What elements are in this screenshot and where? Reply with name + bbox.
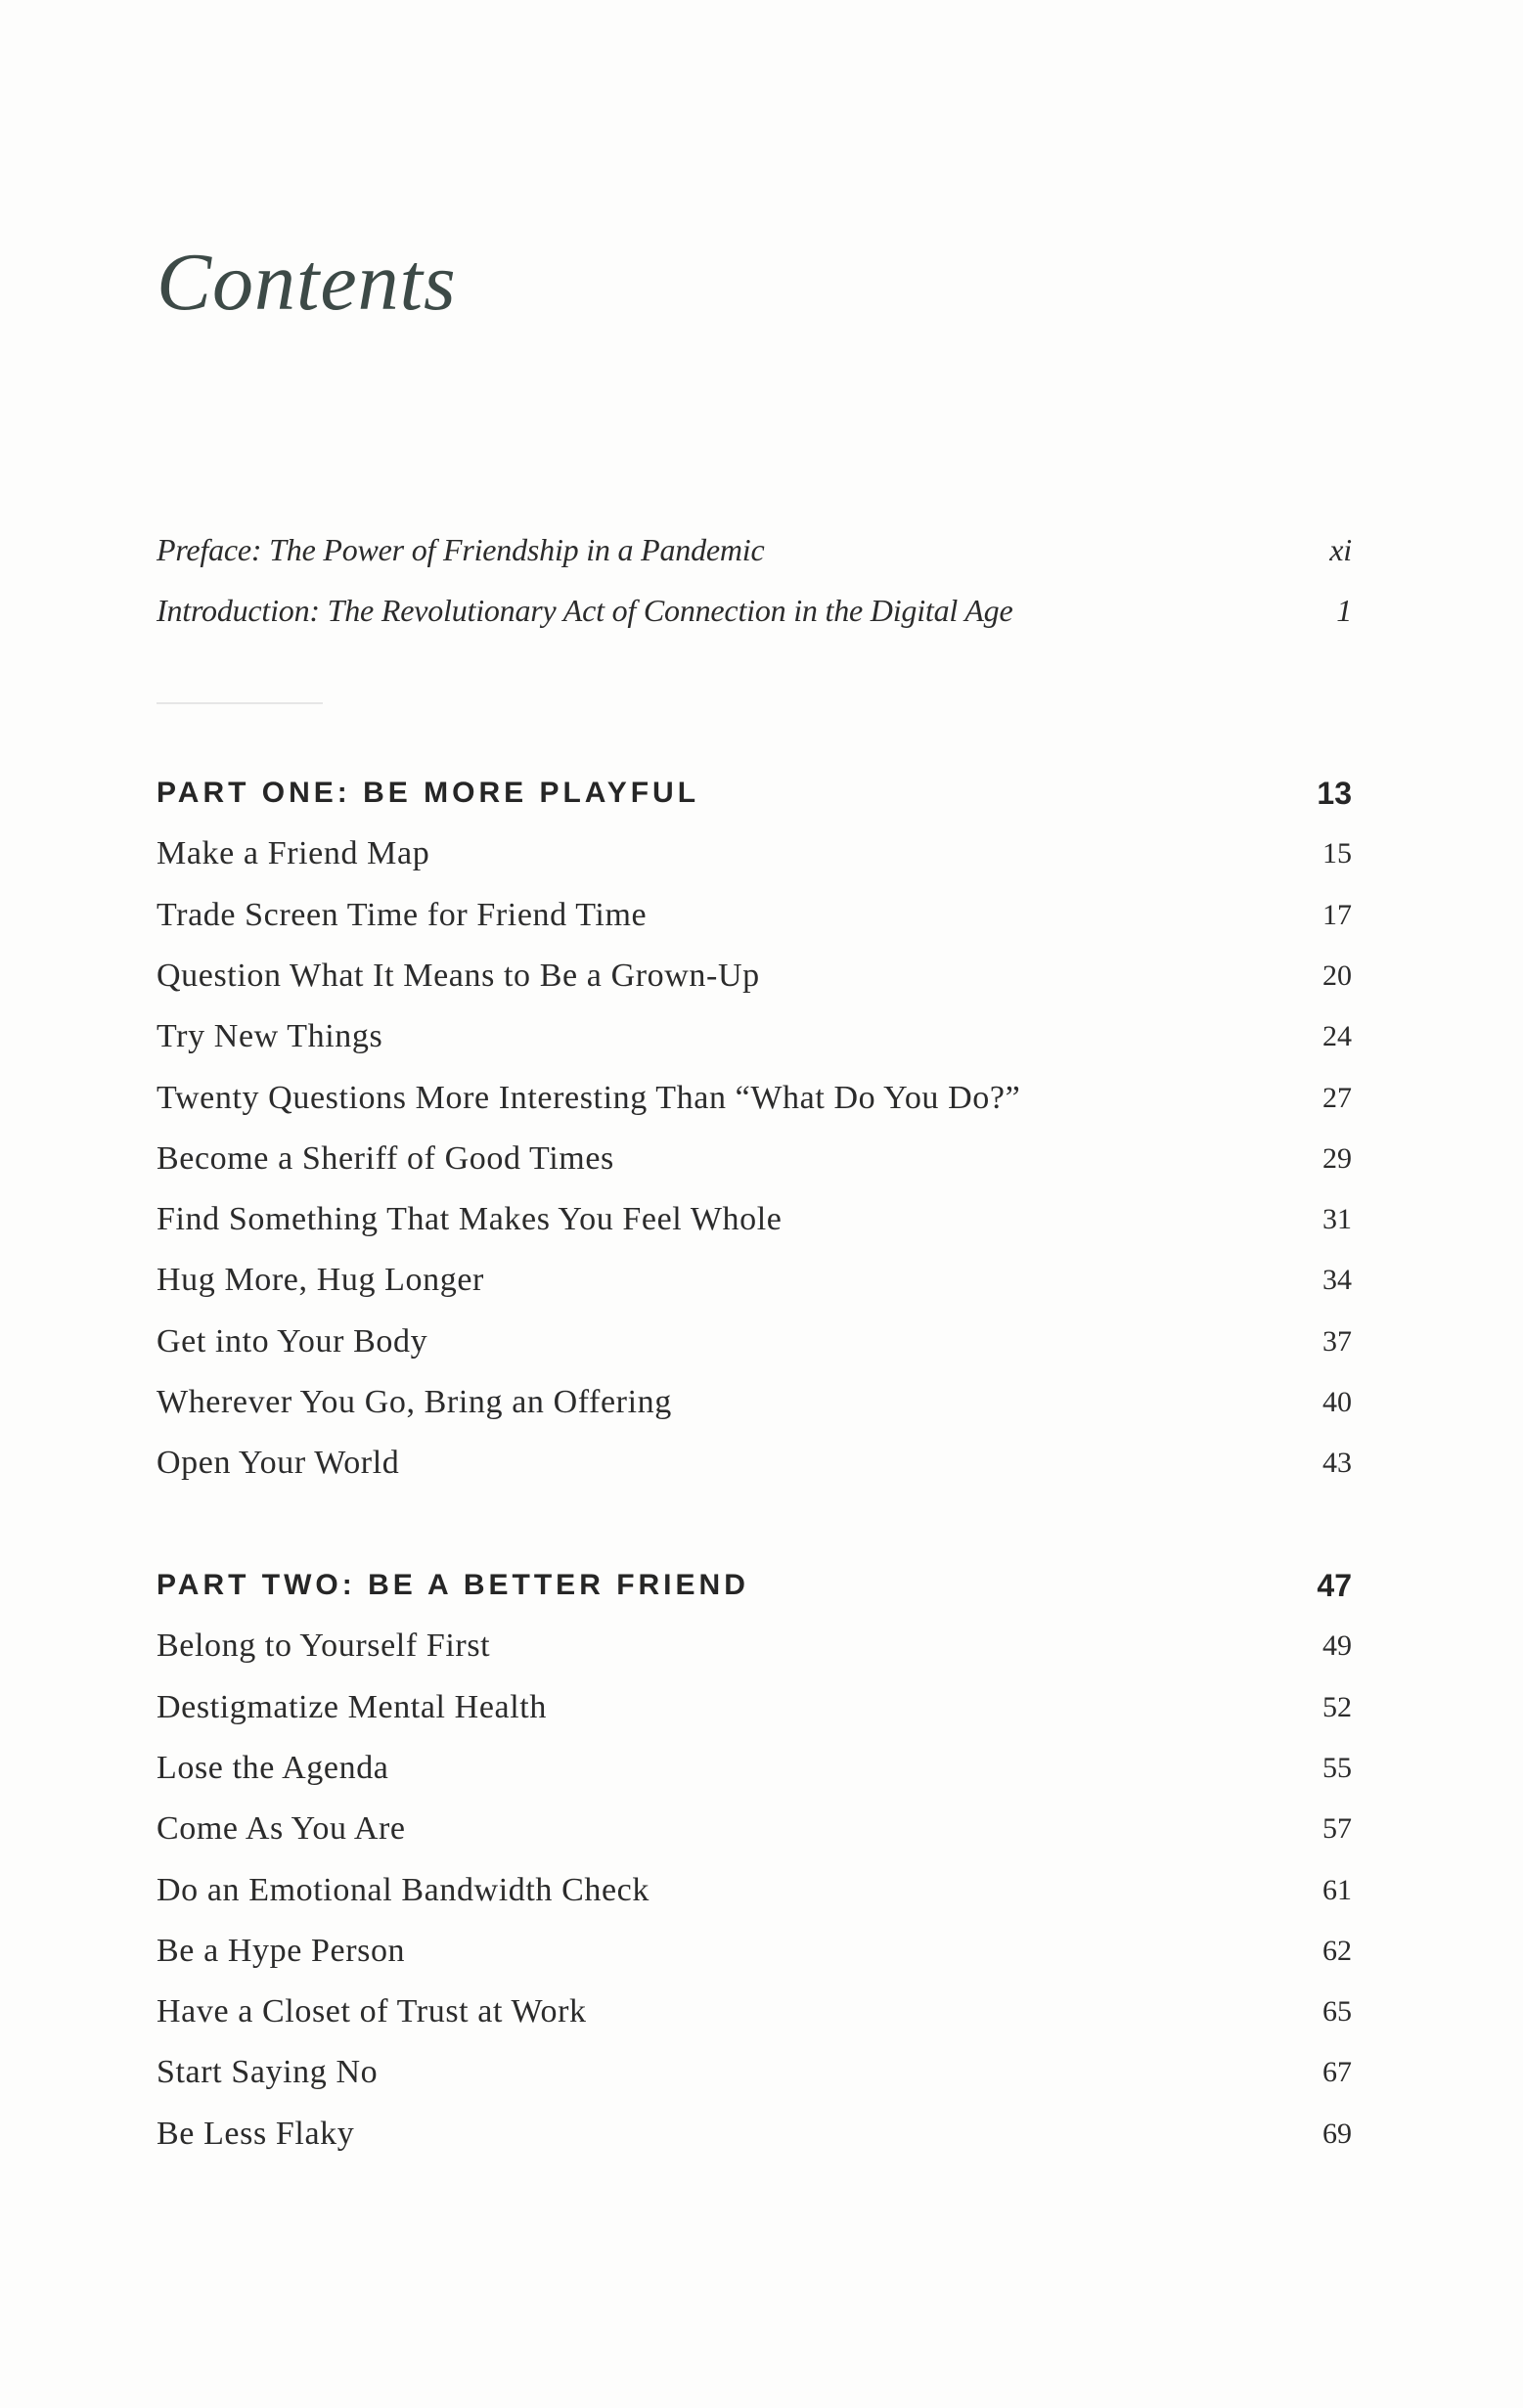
chapter-entry-title: Do an Emotional Bandwidth Check bbox=[157, 1871, 650, 1908]
front-matter-entry[interactable] bbox=[157, 580, 1352, 641]
chapter-entry-page-number: 69 bbox=[1322, 2117, 1352, 2150]
front-matter-entry-page-number: 1 bbox=[1336, 592, 1352, 628]
chapter-entry[interactable] bbox=[157, 1250, 1352, 1311]
chapter-entry[interactable] bbox=[157, 885, 1352, 946]
chapter-entry-title: Open Your World bbox=[157, 1445, 400, 1482]
chapter-entry-title: Come As You Are bbox=[157, 1810, 406, 1848]
front-matter-entry-page-number: xi bbox=[1329, 531, 1352, 567]
divider bbox=[157, 702, 323, 704]
chapter-entry-title: Make a Friend Map bbox=[157, 835, 430, 872]
chapter-entry-title: Lose the Agenda bbox=[157, 1749, 389, 1786]
part-heading-page-number: 47 bbox=[1317, 1567, 1352, 1603]
chapter-entry[interactable] bbox=[157, 1068, 1352, 1129]
chapter-entry-title: Hug More, Hug Longer bbox=[157, 1262, 484, 1299]
chapter-entry[interactable] bbox=[157, 1860, 1352, 1921]
page-title: Contents bbox=[157, 237, 457, 328]
chapter-entry-page-number: 27 bbox=[1322, 1081, 1352, 1114]
chapter-entry[interactable] bbox=[157, 1799, 1352, 1859]
chapter-entry-page-number: 17 bbox=[1322, 898, 1352, 931]
chapter-entry-title: Destigmatize Mental Health bbox=[157, 1688, 547, 1725]
front-matter-entry[interactable] bbox=[157, 519, 1352, 580]
chapter-entry[interactable] bbox=[157, 1677, 1352, 1738]
part-heading-title: PART TWO: BE A BETTER FRIEND bbox=[157, 1569, 749, 1601]
chapter-entry[interactable] bbox=[157, 1982, 1352, 2042]
chapter-entry[interactable] bbox=[157, 1189, 1352, 1250]
chapter-entry[interactable] bbox=[157, 946, 1352, 1006]
front-matter-entry-title: Preface: The Power of Friendship in a Pandemic bbox=[157, 531, 765, 567]
chapter-entry[interactable] bbox=[157, 1738, 1352, 1799]
chapter-entry-page-number: 34 bbox=[1322, 1264, 1352, 1297]
chapter-entry-title: Have a Closet of Trust at Work bbox=[157, 1993, 587, 2030]
chapter-entry-page-number: 65 bbox=[1322, 1995, 1352, 2029]
chapter-entry[interactable] bbox=[157, 1372, 1352, 1433]
part-heading[interactable] bbox=[157, 1555, 1352, 1616]
chapter-entry-title: Find Something That Makes You Feel Whole bbox=[157, 1201, 783, 1238]
chapter-entry-title: Trade Screen Time for Friend Time bbox=[157, 896, 648, 933]
chapter-entry-page-number: 61 bbox=[1322, 1873, 1352, 1906]
chapter-entry-title: Try New Things bbox=[157, 1018, 383, 1055]
chapter-entry-page-number: 24 bbox=[1322, 1020, 1352, 1053]
front-matter-entry-title: Introduction: The Revolutionary Act of Connection in the Digital Age bbox=[157, 592, 1013, 628]
chapter-entry[interactable] bbox=[157, 1433, 1352, 1494]
chapter-entry-page-number: 62 bbox=[1322, 1934, 1352, 1967]
chapter-entry-page-number: 57 bbox=[1322, 1812, 1352, 1846]
chapter-entry-page-number: 49 bbox=[1322, 1629, 1352, 1663]
chapter-entry-title: Be a Hype Person bbox=[157, 1932, 406, 1969]
chapter-entry-page-number: 43 bbox=[1322, 1447, 1352, 1480]
chapter-entry-title: Question What It Means to Be a Grown-Up bbox=[157, 957, 760, 994]
chapter-entry-title: Become a Sheriff of Good Times bbox=[157, 1139, 614, 1177]
chapter-entry-page-number: 67 bbox=[1322, 2056, 1352, 2089]
chapter-entry-page-number: 15 bbox=[1322, 837, 1352, 870]
chapter-entry-title: Twenty Questions More Interesting Than “What Do You Do?” bbox=[157, 1079, 1021, 1116]
chapter-entry-title: Get into Your Body bbox=[157, 1322, 428, 1360]
chapter-entry[interactable] bbox=[157, 1129, 1352, 1189]
chapter-entry-title: Be Less Flaky bbox=[157, 2115, 355, 2152]
chapter-entry[interactable] bbox=[157, 824, 1352, 884]
chapter-entry-title: Wherever You Go, Bring an Offering bbox=[157, 1384, 672, 1420]
chapter-entry[interactable] bbox=[157, 1006, 1352, 1067]
chapter-entry[interactable] bbox=[157, 2042, 1352, 2103]
chapter-entry-page-number: 29 bbox=[1322, 1141, 1352, 1175]
part-heading[interactable] bbox=[157, 763, 1352, 824]
chapter-entry-page-number: 40 bbox=[1322, 1386, 1352, 1418]
chapter-entry[interactable] bbox=[157, 1312, 1352, 1372]
chapter-entry-page-number: 37 bbox=[1322, 1324, 1352, 1358]
chapter-entry-page-number: 20 bbox=[1322, 959, 1352, 992]
chapter-entry[interactable] bbox=[157, 1616, 1352, 1676]
chapter-entry[interactable] bbox=[157, 2104, 1352, 2164]
chapter-entry[interactable] bbox=[157, 1921, 1352, 1982]
chapter-entry-page-number: 55 bbox=[1322, 1751, 1352, 1784]
chapter-entry-title: Start Saying No bbox=[157, 2054, 379, 2091]
part-heading-title: PART ONE: BE MORE PLAYFUL bbox=[157, 777, 700, 809]
chapter-entry-title: Belong to Yourself First bbox=[157, 1628, 491, 1665]
chapter-entry-page-number: 31 bbox=[1322, 1203, 1352, 1236]
chapter-entry-page-number: 52 bbox=[1322, 1690, 1352, 1723]
part-heading-page-number: 13 bbox=[1317, 775, 1352, 811]
